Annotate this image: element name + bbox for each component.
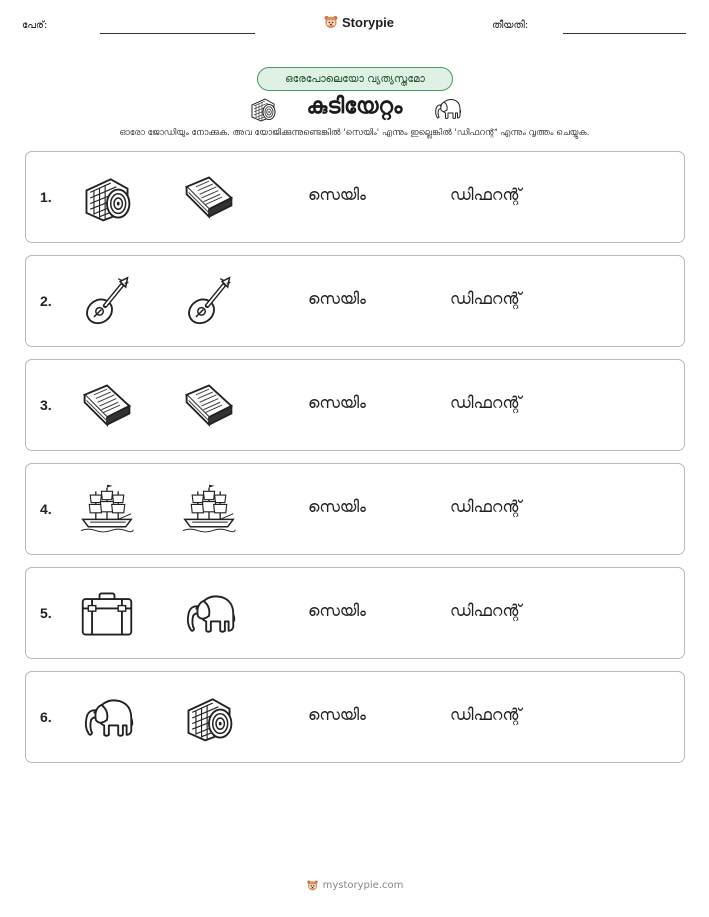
title-row [0,92,709,124]
rolled-mat-icon [79,170,135,226]
same-option[interactable]: സെയിം [308,497,366,516]
different-option[interactable]: ഡിഫറന്റ് [450,185,522,204]
worksheet-header [0,14,709,38]
footer [0,879,709,892]
elephant-icon [432,94,462,124]
same-option[interactable]: സെയിം [308,185,366,204]
different-option[interactable]: ഡിഫറന്റ് [450,497,522,516]
different-option[interactable]: ഡിഫറന്റ് [450,393,522,412]
date-line [563,33,686,34]
question-number: 6. [40,709,52,725]
question-number: 5. [40,605,52,621]
same-option[interactable]: സെയിം [308,393,366,412]
book-icon [181,378,237,434]
sailing-ship-icon [79,482,135,538]
elephant-icon [181,586,237,642]
same-option[interactable]: സെയിം [308,705,366,724]
name-label: പേര്: [22,20,48,31]
same-option[interactable]: സെയിം [308,601,366,620]
question-number: 1. [40,189,52,205]
question-card [25,671,685,763]
book-icon [181,170,237,226]
brand-name: Storypie [342,14,395,30]
bear-logo-icon [323,14,339,30]
different-option[interactable]: ഡിഫറന്റ് [450,289,522,308]
page-title: കുടിയേറ്റം [306,94,403,119]
question-number: 4. [40,501,52,517]
question-card [25,567,685,659]
suitcase-icon [79,586,135,642]
date-label: തീയതി: [492,20,529,31]
question-number: 3. [40,397,52,413]
bear-logo-icon [306,879,319,892]
lute-icon [79,274,135,330]
sailing-ship-icon [181,482,237,538]
different-option[interactable]: ഡിഫറന്റ് [450,705,522,724]
storypie-logo [323,14,394,30]
question-card [25,359,685,451]
name-line [100,33,255,34]
lute-icon [181,274,237,330]
rolled-mat-icon [181,690,237,746]
elephant-icon [79,690,135,746]
rolled-mat-icon [248,94,278,124]
question-card [25,255,685,347]
question-number: 2. [40,293,52,309]
worksheet-type-pill: ഒരേപോലെയോ വ്യത്യസ്തമോ [257,67,453,91]
question-card [25,151,685,243]
different-option[interactable]: ഡിഫറന്റ് [450,601,522,620]
footer-site[interactable]: mystorypie.com [322,880,404,891]
question-card [25,463,685,555]
instructions: ഓരോ ജോഡിയും നോക്കുക. അവ യോജിക്കുന്നുണ്ടെങ്കിൽ 'സെയിം' എന്നും ഇല്ലെങ്കിൽ 'ഡിഫറന്റ്' എന്നും വൃത്തം ചെയ്യുക. [119,128,590,138]
same-option[interactable]: സെയിം [308,289,366,308]
book-icon [79,378,135,434]
